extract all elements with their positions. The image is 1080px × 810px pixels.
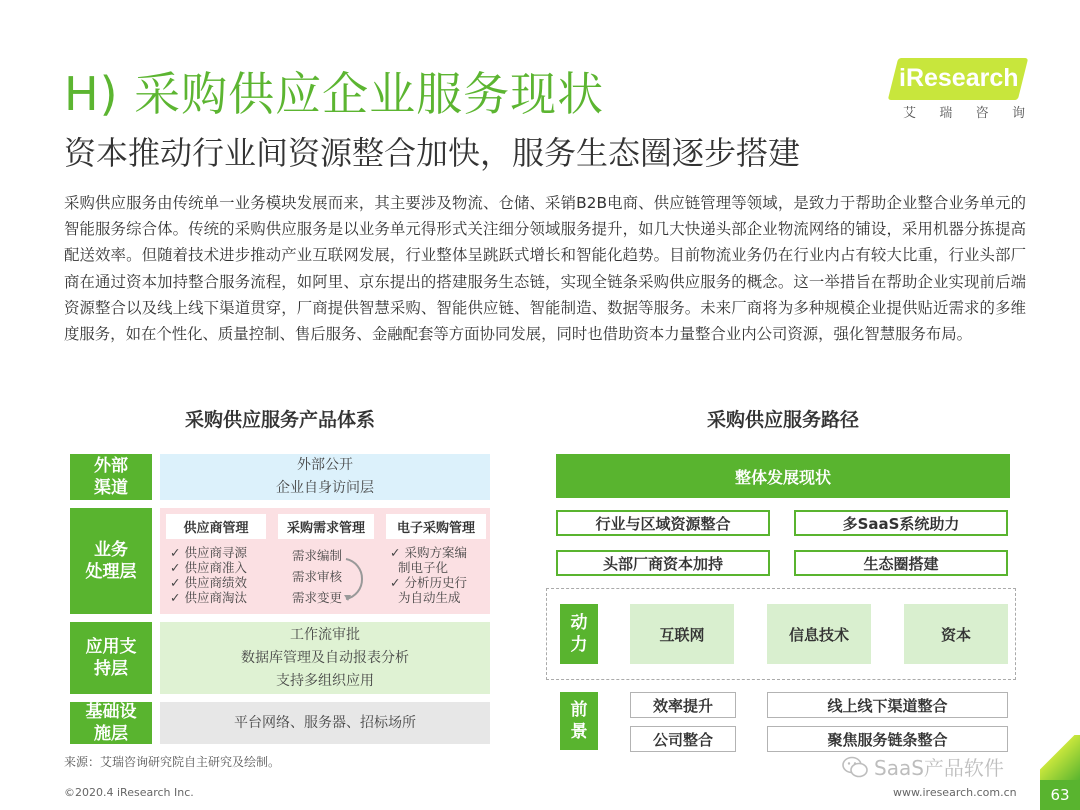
prospect-box: 效率提升 <box>630 692 736 718</box>
side-label-char: 前 <box>570 700 588 720</box>
layer-label-line: 持层 <box>94 659 128 679</box>
column-head: 电子采购管理 <box>386 514 486 539</box>
prospects-label <box>560 692 598 750</box>
logo-cn-char: 瑞 <box>939 106 953 121</box>
driver-box: 信息技术 <box>767 604 871 664</box>
driver-box: 互联网 <box>630 604 734 664</box>
layer-label-external <box>70 454 152 500</box>
panel-line: 平台网络、服务器、招标场所 <box>234 714 416 731</box>
column-item: ✓ 供应商寻源 <box>170 545 247 560</box>
source-note: 来源：艾瑞咨询研究院自主研究及绘制。 <box>64 755 281 769</box>
column-head: 供应商管理 <box>166 514 266 539</box>
copyright: ©2020.4 iResearch Inc. <box>64 786 194 799</box>
side-label-char: 动 <box>570 613 588 633</box>
panel-line: 数据库管理及自动报表分析 <box>241 649 409 666</box>
logo-cn-char: 询 <box>1011 106 1025 121</box>
logo-text: iResearch <box>899 64 1019 92</box>
page-subtitle: 资本推动行业间资源整合加快，服务生态圈逐步搭建 <box>64 134 801 172</box>
right-diagram-title: 采购供应服务路径 <box>706 409 859 431</box>
prospect-box: 线上线下渠道整合 <box>767 692 1008 718</box>
layer-panel-infrastructure <box>160 702 490 744</box>
page-number: 63 <box>1040 780 1080 810</box>
corner-decoration <box>1040 735 1080 780</box>
layer-label-line: 渠道 <box>94 478 128 498</box>
prospect-box: 公司整合 <box>630 726 736 752</box>
layer-label-line: 业务 <box>94 540 128 560</box>
side-label-char: 景 <box>570 722 588 742</box>
status-box: 行业与区域资源整合 <box>556 510 770 536</box>
column-item: ✓ 供应商淘汰 <box>170 590 247 605</box>
watermark <box>842 752 1004 781</box>
column-item: 为自动生成 <box>390 590 461 605</box>
cycle-arrows-icon <box>342 551 366 607</box>
column-item: ✓ 供应商绩效 <box>170 575 247 590</box>
layer-label-line: 基础设 <box>85 702 137 722</box>
layer-label-line: 外部 <box>94 456 128 476</box>
layer-label-line: 施层 <box>94 724 128 744</box>
column-head: 采购需求管理 <box>278 514 374 539</box>
panel-line: 支持多组织应用 <box>276 672 374 689</box>
column-supplier-management <box>166 514 266 605</box>
layer-label-application <box>70 622 152 694</box>
layer-panel-application <box>160 622 490 694</box>
column-item: 制电子化 <box>390 560 448 575</box>
layer-panel-external <box>160 454 490 500</box>
layer-label-line: 应用支 <box>85 637 137 657</box>
drivers-label <box>560 604 598 664</box>
status-box: 多SaaS系统助力 <box>794 510 1008 536</box>
logo-chinese <box>903 102 1025 121</box>
column-eprocurement-management <box>386 514 486 605</box>
panel-line: 工作流审批 <box>290 626 360 643</box>
column-demand-management <box>278 514 374 608</box>
page-title: H) 采购供应企业服务现状 <box>64 67 605 121</box>
panel-line: 企业自身访问层 <box>276 480 374 496</box>
body-paragraph: 采购供应服务由传统单一业务模块发展而来，其主要涉及物流、仓储、采销B2B电商、供应链管理等领域，是致力于帮助企业整合业务单元的智能服务综合体。传统的采购供应服务是以业务单元得形式关注细分领域服务提升，如几大快递头部企业物流网络的铺设，采用机器分拣提高配送效率。但随着技术进步推动产业互联网发展，行业整体呈跳跃式增长和智能化趋势。目前物流业务仍在行业内占有较大比重，行业头部厂商在通过资本加持整合服务流程，如阿里、京东提出的搭建服务生态链，实现全链条采购供应服务的概念。这一举措旨在帮助企业实现前后端资源整合以及线上线下渠道贯穿，厂商提供智慧采购、智能供应链、智能制造、数据等服务。未来厂商将为多种规模企业提供贴近需求的多维度服务，如在个性化、质量控制、售后服务、金融配套等方面协同发展，同时也借助资本力量整合业内公司资源，强化智慧服务布局。 <box>64 194 1026 344</box>
column-item: ✓ 供应商准入 <box>170 560 247 575</box>
status-box: 头部厂商资本加持 <box>556 550 770 576</box>
layer-panel-business <box>160 508 490 614</box>
logo-cn-char: 咨 <box>975 106 989 121</box>
site-url: www.iresearch.com.cn <box>893 786 1017 799</box>
column-item: 需求变更 <box>292 590 343 605</box>
column-item: 需求编制 <box>292 548 343 563</box>
status-box: 生态圈搭建 <box>794 550 1008 576</box>
watermark-text: SaaS产品软件 <box>874 756 1004 780</box>
logo-cn-char: 艾 <box>903 106 917 121</box>
layer-label-line: 处理层 <box>85 562 137 582</box>
column-item: ✓ 采购方案编 <box>390 545 467 560</box>
column-item: 需求审核 <box>292 569 343 584</box>
wechat-icon <box>842 756 868 778</box>
prospect-box: 聚焦服务链条整合 <box>767 726 1008 752</box>
layer-label-infrastructure <box>70 702 152 744</box>
panel-line: 外部公开 <box>297 457 353 473</box>
overall-status-bar: 整体发展现状 <box>556 454 1010 498</box>
left-diagram-title: 采购供应服务产品体系 <box>184 409 375 431</box>
driver-box: 资本 <box>904 604 1008 664</box>
side-label-char: 力 <box>570 635 588 655</box>
layer-label-business <box>70 508 152 614</box>
column-item: ✓ 分析历史行 <box>390 575 467 590</box>
